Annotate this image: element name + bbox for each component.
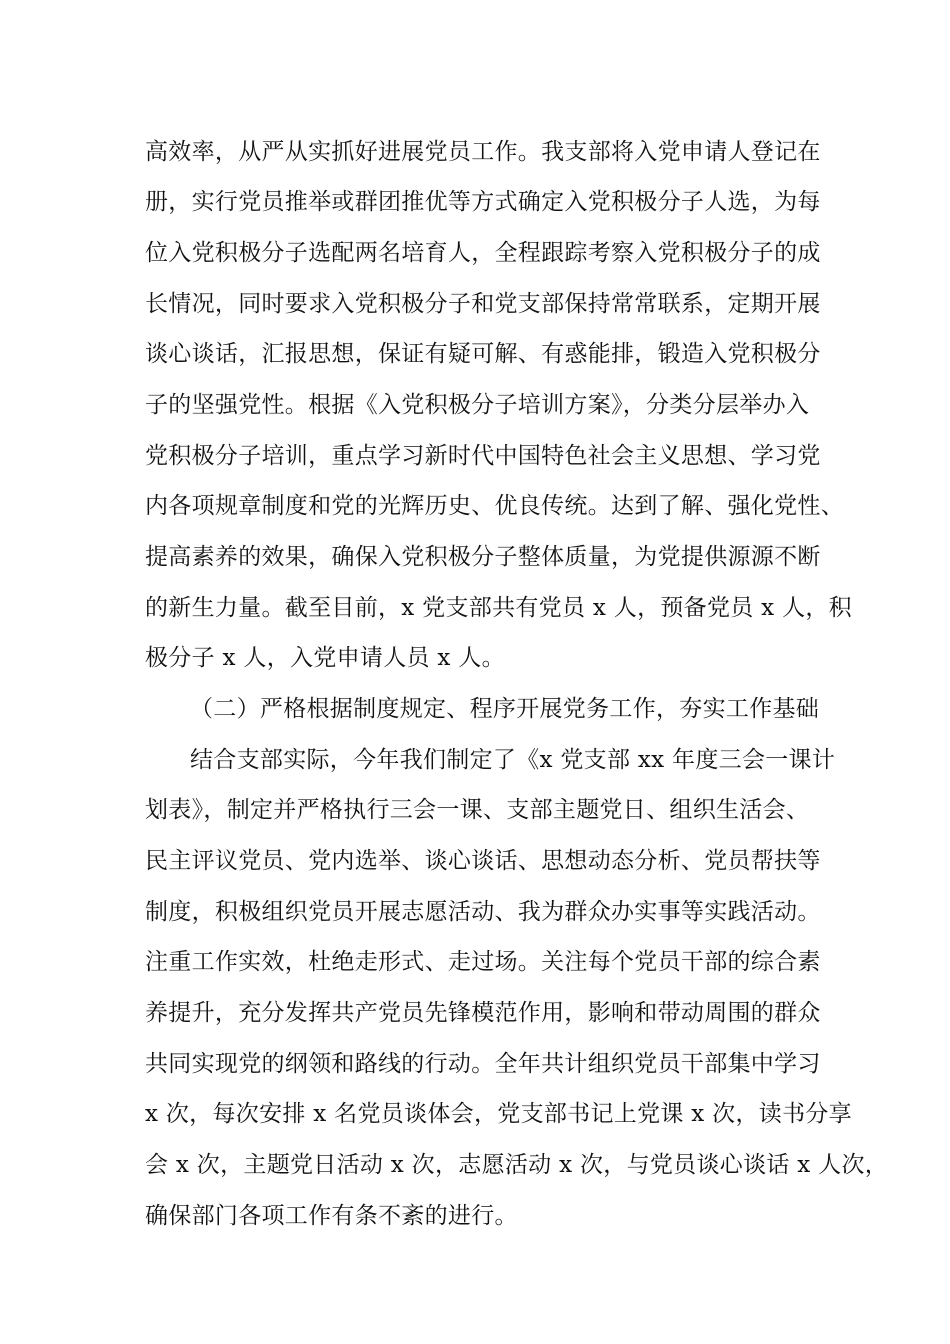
text-line: 共同实现党的纲领和路线的行动。全年共计组织党员干部集中学习 (145, 1051, 821, 1077)
text-line: 养提升，充分发挥共产党员先锋模范作用，影响和带动周围的群众 (145, 1000, 821, 1026)
text-line: 提高素养的效果，确保入党积极分子整体质量，为党提供源源不断 (145, 544, 821, 570)
text-line: 长情况，同时要求入党积极分子和党支部保持常常联系，定期开展 (145, 291, 821, 317)
section-heading: （二）严格根据制度规定、程序开展党务工作，夯实工作基础 (190, 696, 820, 722)
text-line: 的新生力量。截至目前，x 党支部共有党员 x 人，预备党员 x 人，积 (145, 595, 852, 621)
text-line: 党积极分子培训，重点学习新时代中国特色社会主义思想、学习党 (145, 443, 821, 469)
text-line: 内各项规章制度和党的光辉历史、优良传统。达到了解、强化党性、 (145, 493, 844, 519)
text-line: 高效率，从严从实抓好进展党员工作。我支部将入党申请人登记在 (145, 139, 821, 165)
text-line: 谈心谈话，汇报思想，保证有疑可解、有惑能排，锻造入党积极分 (145, 341, 821, 367)
text-line: 极分子 x 人，入党申请人员 x 人。 (145, 645, 505, 671)
text-line: 确保部门各项工作有条不紊的进行。 (145, 1203, 518, 1229)
text-line: 会 x 次，主题党日活动 x 次，志愿活动 x 次，与党员谈心谈话 x 人次， (145, 1152, 889, 1178)
text-line: x 次，每次安排 x 名党员谈体会，党支部书记上党课 x 次，读书分享 (145, 1101, 852, 1127)
text-line: 结合支部实际，今年我们制定了《x 党支部 xx 年度三会一课计 (190, 747, 836, 773)
text-line: 划表》，制定并严格执行三会一课、支部主题党日、组织生活会、 (145, 797, 810, 823)
text-line: 子的坚强党性。根据《入党积极分子培训方案》，分类分层举办入 (145, 392, 810, 418)
text-line: 制度，积极组织党员开展志愿活动、我为群众办实事等实践活动。 (145, 899, 821, 925)
text-line: 民主评议党员、党内选举、谈心谈话、思想动态分析、党员帮扶等 (145, 848, 821, 874)
text-line: 位入党积极分子选配两名培育人，全程跟踪考察入党积极分子的成 (145, 240, 821, 266)
text-line: 册，实行党员推举或群团推优等方式确定入党积极分子人选，为每 (145, 189, 821, 215)
text-line: 注重工作实效，杜绝走形式、走过场。关注每个党员干部的综合素 (145, 949, 821, 975)
